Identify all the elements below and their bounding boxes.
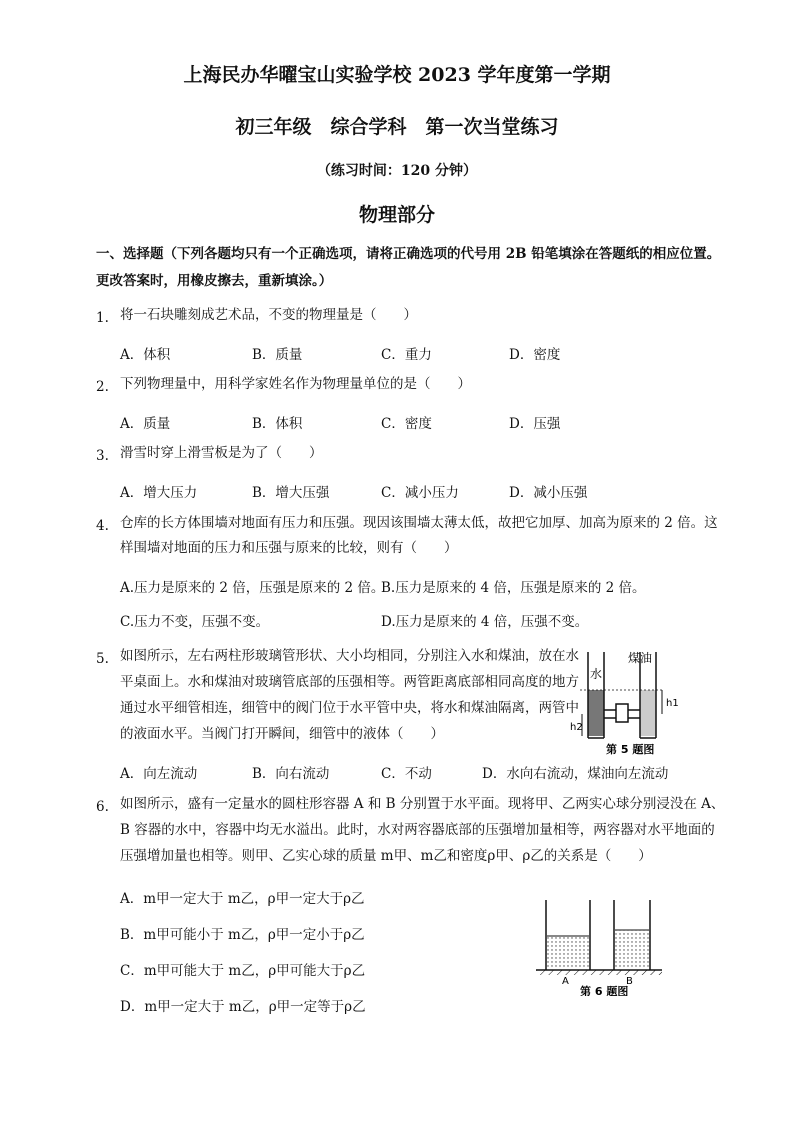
oil-fill — [640, 690, 656, 736]
option-b: B．质量 — [252, 347, 303, 363]
option-a: A.压力是原来的 2 倍，压强是原来的 2 倍。 — [120, 580, 385, 596]
option-c: C．密度 — [381, 416, 432, 432]
option-a: A．体积 — [120, 347, 171, 363]
label-b: B — [626, 976, 633, 987]
water-label: 水 — [590, 667, 603, 681]
option-d: D.压力是原来的 4 倍，压强不变。 — [381, 614, 589, 630]
h1-label: h1 — [666, 698, 679, 709]
time-note: （练习时间：120 分钟） — [316, 163, 478, 179]
question-stem: 通过水平细管相连，细管中的阀门位于水平管中央，将水和煤油隔离，两管中 — [120, 700, 579, 716]
question-stem: 如图所示，盛有一定量水的圆柱形容器 A 和 B 分别置于水平面。现将甲、乙两实心球分别浸没在 A、 — [120, 796, 725, 812]
exam-title: 初三年级 综合学科 第一次当堂练习 — [235, 116, 559, 138]
option-c: C．m甲可能大于 m乙，ρ甲可能大于ρ乙 — [120, 963, 366, 979]
question-stem: 仓库的长方体围墙对地面有压力和压强。现因该围墙太薄太低，故把它加厚、加高为原来的 2 倍。这 — [120, 515, 718, 531]
option-b: B.压力是原来的 4 倍，压强是原来的 2 倍。 — [381, 580, 646, 596]
option-d: D．压强 — [509, 416, 561, 432]
question-stem: 如图所示，左右两柱形玻璃管形状、大小均相同，分别注入水和煤油，放在水 — [120, 648, 579, 664]
option-c: C．重力 — [381, 347, 432, 363]
question-stem: 滑雪时穿上滑雪板是为了（ ） — [120, 445, 323, 461]
option-b: B．向右流动 — [252, 766, 330, 782]
option-c: C.压力不变，压强不变。 — [120, 614, 270, 630]
option-a: A．增大压力 — [120, 485, 198, 501]
option-d: D．减小压强 — [509, 485, 588, 501]
option-c: C．不动 — [381, 766, 432, 782]
option-b: B．增大压强 — [252, 485, 330, 501]
label-a: A — [562, 976, 569, 987]
figure-6-caption: 第 6 题图 — [580, 985, 629, 996]
question-stem: 的液面水平。当阀门打开瞬间，细管中的液体（ ） — [120, 726, 444, 742]
question-stem: 样围墙对地面的压力和压强与原来的比较，则有（ ） — [120, 540, 458, 556]
section-title: 物理部分 — [358, 204, 435, 226]
question-stem: 压强增加量也相等。则甲、乙实心球的质量 m甲、m乙和密度ρ甲、ρ乙的关系是（ ） — [120, 848, 652, 864]
question-number: 1. — [96, 310, 109, 326]
figure-6 — [534, 896, 664, 996]
question-number: 2. — [96, 379, 109, 395]
question-number: 3. — [96, 448, 109, 464]
oil-label: 煤油 — [628, 651, 653, 665]
question-stem: 平桌面上。水和煤油对玻璃管底部的压强相等。两管距离底部相同高度的地方 — [120, 674, 579, 690]
question-stem: B 容器的水中，容器中均无水溢出。此时，水对两容器底部的压强增加量相等，两容器对水平地面的 — [120, 822, 715, 838]
two-containers-diagram — [534, 896, 664, 996]
question-stem: 下列物理量中，用科学家姓名作为物理量单位的是（ ） — [120, 376, 471, 392]
water-b — [615, 930, 649, 969]
water-a — [547, 936, 589, 969]
question-number: 6. — [96, 799, 109, 815]
question-number: 4. — [96, 518, 109, 534]
option-d: D．m甲一定大于 m乙，ρ甲一定等于ρ乙 — [120, 999, 366, 1015]
water-fill — [588, 690, 604, 736]
option-b: B．体积 — [252, 416, 303, 432]
option-d: D．密度 — [509, 347, 561, 363]
option-a: A．质量 — [120, 416, 171, 432]
question-stem: 将一石块雕刻成艺术品，不变的物理量是（ ） — [120, 307, 417, 323]
figure-5-caption: 第 5 题图 — [606, 743, 655, 756]
option-d: D．水向右流动，煤油向左流动 — [482, 766, 669, 782]
u-tube-diagram — [568, 644, 708, 756]
question-number: 5. — [96, 651, 109, 667]
figure-5 — [568, 644, 708, 756]
option-a: A．m甲一定大于 m乙，ρ甲一定大于ρ乙 — [120, 891, 365, 907]
school-title: 上海民办华曜宝山实验学校 2023 学年度第一学期 — [183, 64, 611, 86]
section-instruction-line1: 一、选择题（下列各题均只有一个正确选项，请将正确选项的代号用 2B 铅笔填涂在答题纸的相应位置。 — [96, 246, 721, 262]
valve — [616, 704, 628, 722]
option-b: B．m甲可能小于 m乙，ρ甲一定小于ρ乙 — [120, 927, 365, 943]
h2-label: h2 — [570, 722, 583, 733]
option-a: A．向左流动 — [120, 766, 198, 782]
section-instruction-line2: 更改答案时，用橡皮擦去，重新填涂。） — [96, 273, 333, 289]
option-c: C．减小压力 — [381, 485, 459, 501]
